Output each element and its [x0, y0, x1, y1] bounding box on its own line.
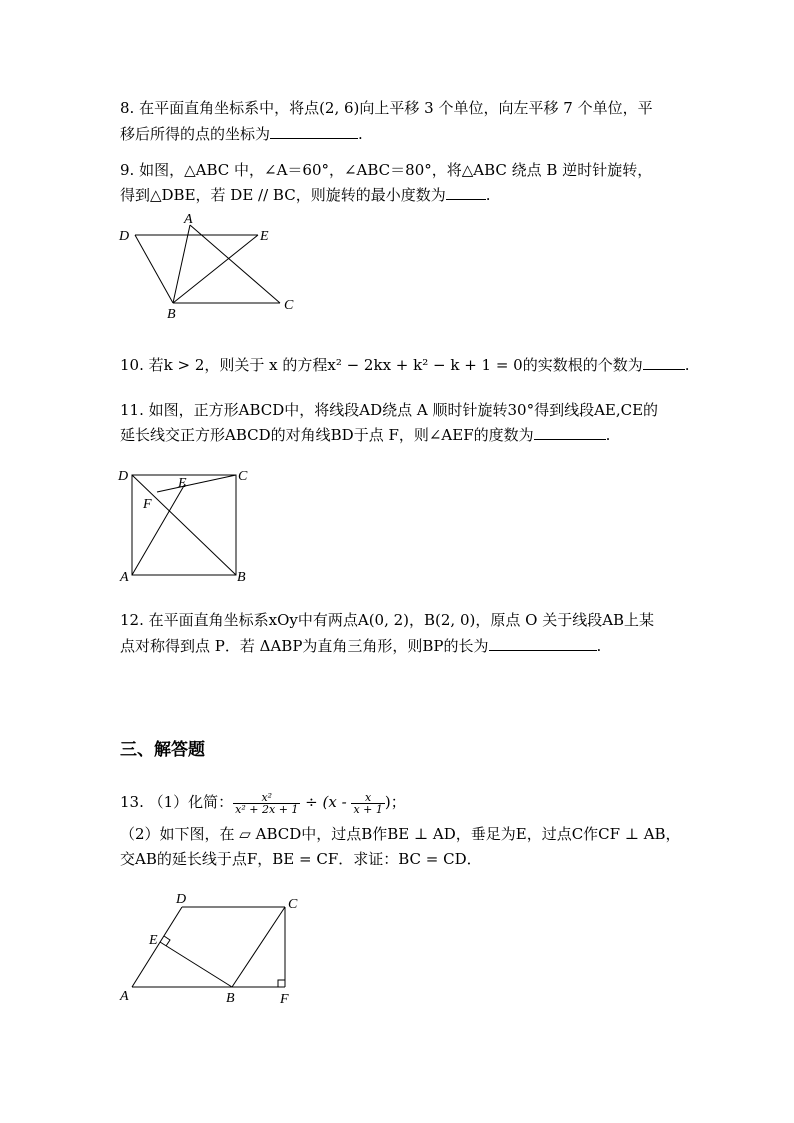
label-b: B [237, 570, 246, 585]
q13-line2: （2）如下图，在 ▱ ABCD中，过点B作BE ⊥ AD，垂足为E，过点C作CF ⊥ AB， [120, 825, 681, 843]
q12-line2-text: 点对称得到点 P．若 ΔABP为直角三角形，则BP的长为 [120, 637, 489, 655]
label-a: A [120, 989, 129, 1004]
q8-line2: 移后所得的点的坐标为 . [120, 125, 363, 143]
label-c: C [284, 298, 294, 313]
q13-mid: ÷ (x - [300, 793, 352, 811]
section-heading: 三、解答题 [120, 740, 205, 760]
label-f: F [143, 497, 152, 512]
segment-be [160, 942, 232, 987]
q13-line3: 交AB的延长线于点F，BE = CF．求证：BC = CD． [120, 850, 482, 868]
answer-blank [643, 355, 685, 370]
label-a: A [120, 570, 129, 585]
label-e: E [149, 933, 158, 948]
label-c: C [238, 469, 248, 484]
answer-blank [270, 124, 358, 139]
label-d: D [119, 229, 130, 244]
q9-line2-text: 得到△DBE，若 DE // BC，则旋转的最小度数为 [120, 186, 446, 204]
q8-line2-text: 移后所得的点的坐标为 [120, 125, 271, 143]
q11-line1: 11. 如图，正方形ABCD中，将线段AD绕点 A 顺时针旋转30°得到线段AE,CE的 [120, 401, 659, 419]
q11-line2-text: 延长线交正方形ABCD的对角线BD于点 F，则∠AEF的度数为 [120, 426, 534, 444]
q11-line2: 延长线交正方形ABCD的对角线BD于点 F，则∠AEF的度数为 . [120, 426, 611, 444]
fraction-2-den: x + 1 [353, 802, 383, 816]
label-e: E [178, 476, 187, 491]
segment-db [135, 235, 173, 303]
q12-line1: 12. 在平面直角坐标系xOy中有两点A(0, 2)，B(2, 0)，原点 O 关于线段AB上某 [120, 611, 655, 629]
label-a: A [184, 212, 193, 227]
label-e: E [260, 229, 269, 244]
q12-line2: 点对称得到点 P．若 ΔABP为直角三角形，则BP的长为 . [120, 637, 602, 655]
answer-blank [489, 636, 597, 651]
fraction-1 [233, 792, 300, 815]
answer-blank [534, 425, 606, 440]
label-d: D [118, 469, 129, 484]
label-b: B [167, 307, 176, 322]
q9-line1: 9. 如图，△ABC 中，∠A＝60°，∠ABC＝80°，将△ABC 绕点 B 逆时针旋转， [120, 161, 653, 179]
label-d: D [176, 892, 187, 907]
fraction-1-den: x² + 2x + 1 [235, 802, 299, 816]
q10-text: 10. 若k > 2，则关于 x 的方程x² − 2kx + k² − k + 1 = 0的实数根的个数为 [120, 356, 643, 374]
q10-line1: 10. 若k > 2，则关于 x 的方程x² − 2kx + k² − k + 1 = 0的实数根的个数为 . [120, 356, 690, 374]
right-angle-f [278, 980, 285, 987]
q13-prefix: 13. （1）化简： [120, 793, 234, 811]
fraction-1-num: x² [233, 792, 300, 804]
fraction-2-num: x [351, 792, 384, 804]
q9-figure [110, 205, 310, 325]
q9-line2: 得到△DBE，若 DE // BC，则旋转的最小度数为 . [120, 186, 491, 204]
segment-cf [157, 475, 236, 492]
q11-figure [110, 460, 260, 590]
segment-bc [232, 907, 285, 987]
label-c: C [288, 897, 298, 912]
answer-blank [446, 185, 486, 200]
label-f: F [280, 992, 289, 1007]
q13-suffix: )； [384, 793, 406, 811]
q13-line1 [120, 788, 406, 816]
segment-ae [132, 484, 185, 575]
fraction-2 [351, 792, 384, 815]
q13-figure [110, 885, 340, 1015]
label-b: B [226, 991, 235, 1006]
q8-line1: 8. 在平面直角坐标系中，将点(2, 6)向上平移 3 个单位，向左平移 7 个单位，平 [120, 99, 653, 117]
